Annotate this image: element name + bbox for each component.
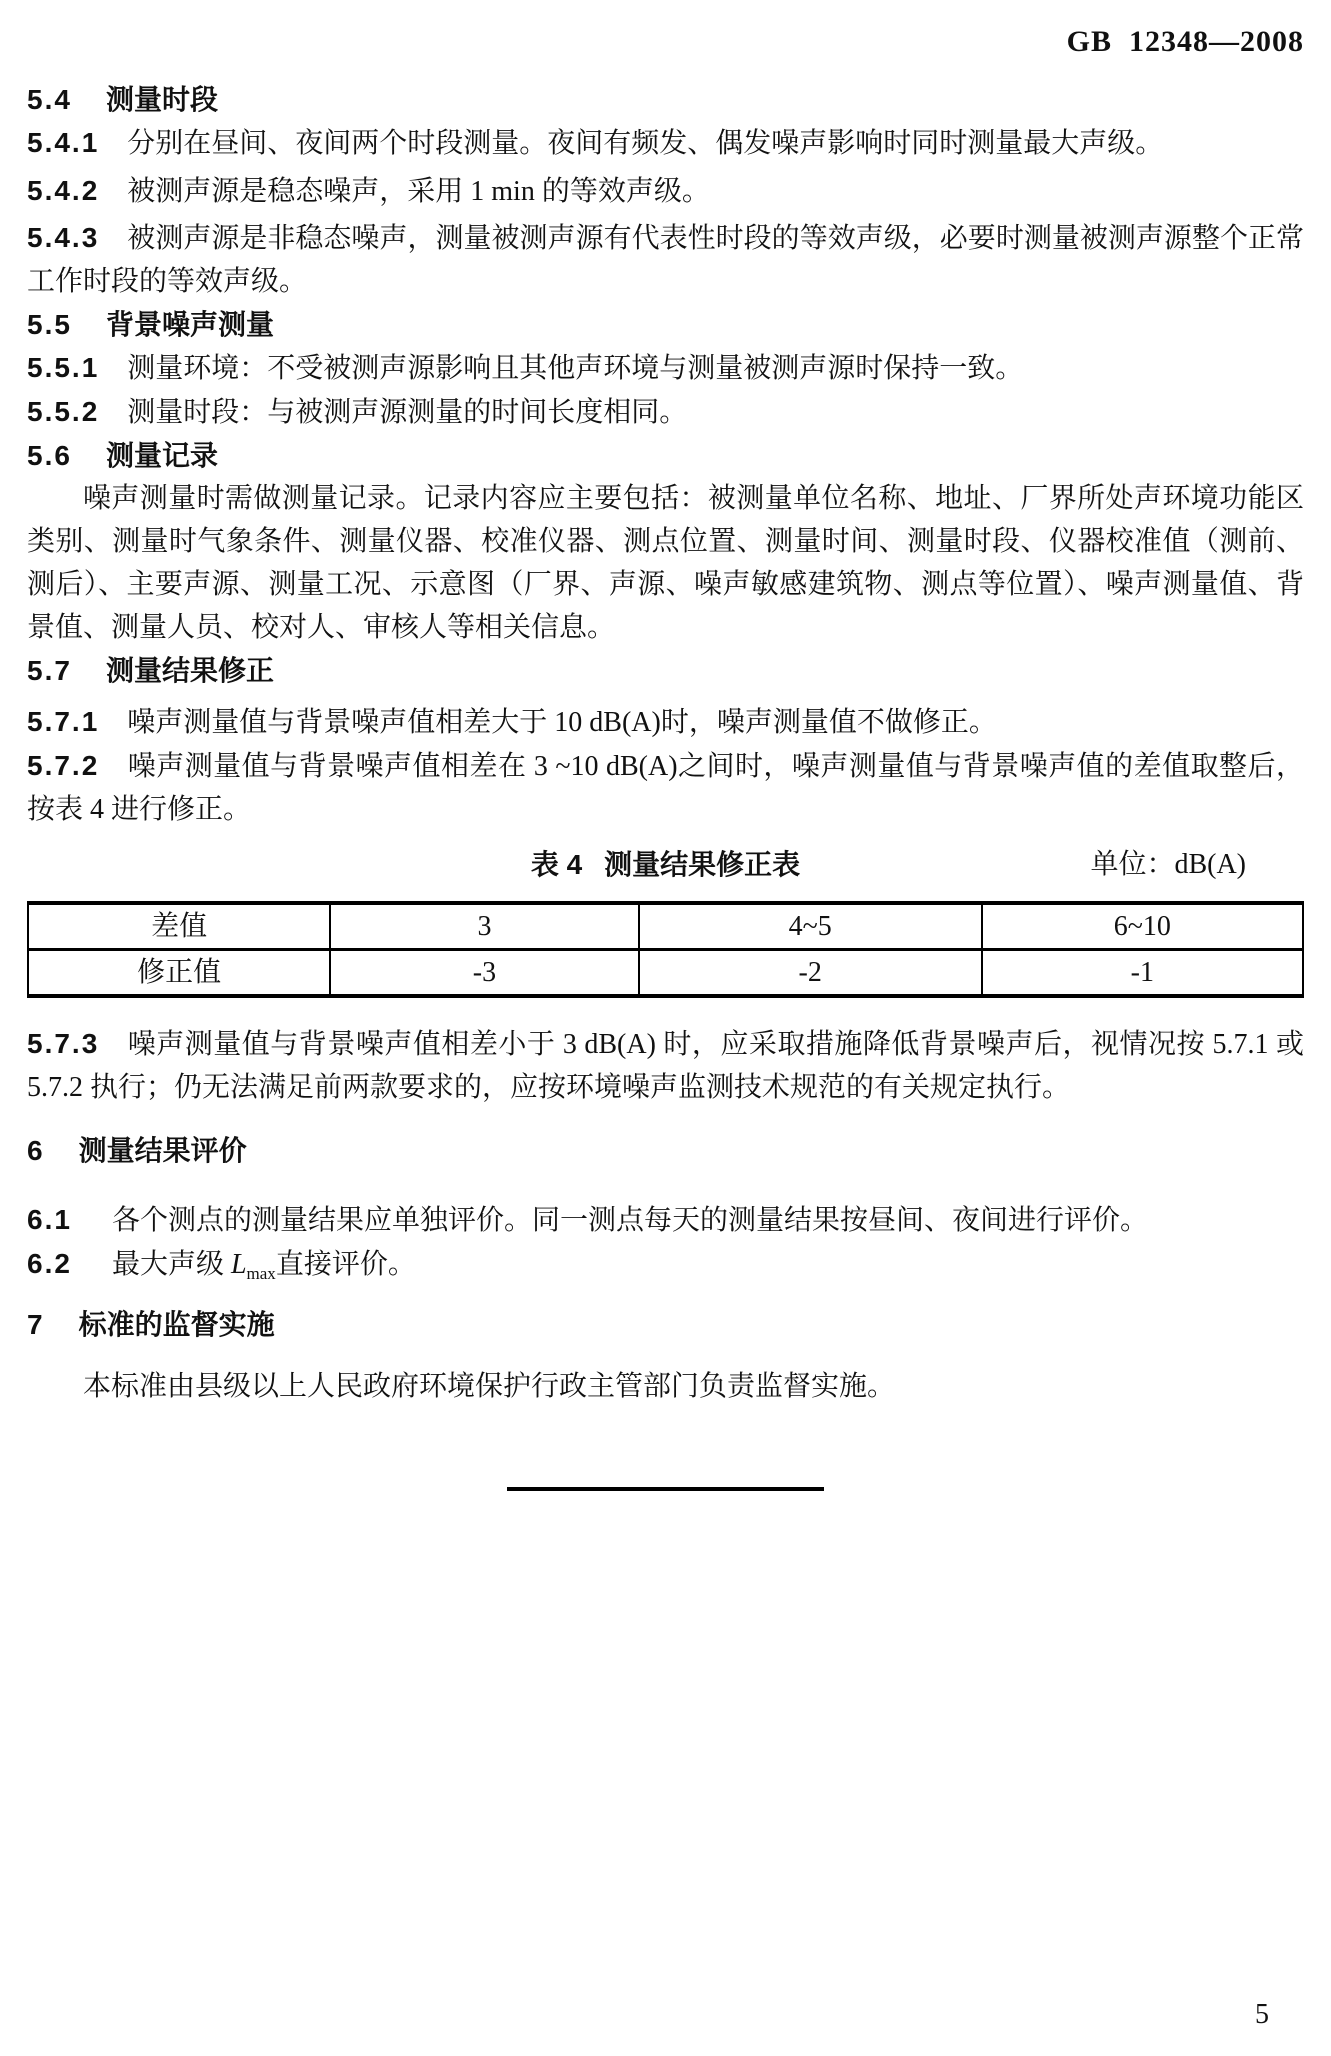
section-heading-7 [27,1303,1304,1346]
section-heading-6 [27,1129,1304,1172]
section-number-5-4: 5.4 [27,84,72,115]
table-cell-diff-label: 差值 [28,903,330,950]
clause-5-4-3 [27,216,1304,303]
table-cell-diff-3: 6~10 [982,903,1303,950]
clause-number-5-5-2: 5.5.2 [27,396,100,427]
clause-text-5-4-3: 被测声源是非稳态噪声，测量被测声源有代表性时段的等效声级，必要时测量被测声源整个正常工作时段的等效声级。 [27,223,1304,297]
clause-5-4-2 [27,169,1304,213]
header-doc-code: GB 12348—2008 [1066,25,1304,58]
table-row [28,903,1303,950]
table-row [28,950,1303,997]
clause-text-5-5-2: 测量时段：与被测声源测量的时间长度相同。 [127,397,688,428]
section-heading-5-7 [27,649,1304,692]
table-4-caption-label: 表 4 [530,849,583,880]
section-number-5-5: 5.5 [27,309,72,340]
page-number: 5 [1255,1999,1269,2030]
clause-text-5-7-3: 噪声测量值与背景噪声值相差小于 3 dB(A) 时，应采取措施降低背景噪声后，视情况按 5.7.1 或 5.7.2 执行；仍无法满足前两款要求的，应按环境噪声监测技术规范的有关规定执行。 [27,1029,1304,1103]
clause-text-5-5-1: 测量环境：不受被测声源影响且其他声环境与测量被测声源时保持一致。 [127,353,1024,384]
section-number-5-6: 5.6 [27,440,72,471]
section-heading-5-6 [27,434,1304,477]
section-number-6: 6 [27,1135,45,1166]
clause-text-5-7-1: 噪声测量值与背景噪声值相差大于 10 dB(A)时，噪声测量值不做修正。 [127,707,997,738]
table-cell-diff-1: 3 [330,903,639,950]
clause-number-5-5-1: 5.5.1 [27,352,100,383]
section-heading-5-5 [27,303,1304,346]
clause-text-6-2-pre: 最大声级 [111,1249,231,1280]
clause-5-7-2 [27,744,1304,831]
table-cell-corr-2: -2 [639,950,982,997]
section-title-6: 测量结果评价 [78,1135,247,1166]
section-title-5-4: 测量时段 [105,84,218,115]
section-number-7: 7 [27,1309,45,1340]
clause-number-5-4-2: 5.4.2 [27,175,100,206]
section-title-5-7: 测量结果修正 [105,655,274,686]
table-cell-corr-3: -1 [982,950,1303,997]
end-of-text-divider [507,1487,824,1491]
clause-number-5-7-3: 5.7.3 [27,1028,100,1059]
table-4-caption-main [531,849,800,880]
clause-text-5-4-1: 分别在昼间、夜间两个时段测量。夜间有频发、偶发噪声影响时同时测量最大声级。 [127,128,1164,159]
clause-text-5-7-2: 噪声测量值与背景噪声值相差在 3 ~10 dB(A)之间时，噪声测量值与背景噪声值的差值取整后，按表 4 进行修正。 [27,751,1304,825]
clause-number-6-2: 6.2 [27,1248,72,1279]
paragraph-5-6: 噪声测量时需做测量记录。记录内容应主要包括：被测量单位名称、地址、厂界所处声环境功能区类别、测量时气象条件、测量仪器、校准仪器、测点位置、测量时间、测量时段、仪器校准值（测前、测后）、主要声源、测量工况、示意图（厂界、声源、噪声敏感建筑物、测点等位置）、噪声测量值、背景值、测量人员、校对人、审核人等相关信息。 [27,483,1304,643]
clause-number-5-7-1: 5.7.1 [27,706,100,737]
paragraph-7: 本标准由县级以上人民政府环境保护行政主管部门负责监督实施。 [83,1371,896,1402]
table-cell-corr-label: 修正值 [137,957,222,988]
clause-text-5-4-2: 被测声源是稳态噪声，采用 1 min 的等效声级。 [127,176,710,207]
clause-text-6-1: 各个测点的测量结果应单独评价。同一测点每天的测量结果按昼间、夜间进行评价。 [111,1205,1148,1236]
section-title-7: 标准的监督实施 [78,1309,275,1340]
section-heading-5-4 [27,78,1304,121]
table-cell-corr-1: -3 [330,950,639,997]
clause-6-1 [27,1198,1304,1242]
clause-5-5-2 [27,390,1304,434]
clause-number-5-4-3: 5.4.3 [27,222,100,253]
clause-text-6-2-post: 直接评价。 [275,1249,416,1280]
clause-6-2 [27,1242,1304,1286]
table-4-unit-label: 单位：dB(A) [1090,849,1246,880]
clause-5-7-3 [27,1022,1304,1109]
table-4-caption-title: 测量结果修正表 [604,849,801,880]
variable-lmax-subscript: max [246,1264,276,1283]
clause-number-6-1: 6.1 [27,1204,72,1235]
section-number-5-7: 5.7 [27,655,72,686]
clause-5-5-1 [27,346,1304,390]
clause-number-5-7-2: 5.7.2 [27,750,100,781]
table-4-caption [27,843,1304,887]
clause-5-4-1 [27,121,1304,165]
section-title-5-6: 测量记录 [105,440,218,471]
table-cell-diff-2: 4~5 [639,903,982,950]
variable-lmax: L [230,1249,247,1280]
clause-number-5-4-1: 5.4.1 [27,127,100,158]
table-4 [27,901,1304,998]
section-title-5-5: 背景噪声测量 [105,309,274,340]
clause-5-7-1 [27,700,1304,744]
